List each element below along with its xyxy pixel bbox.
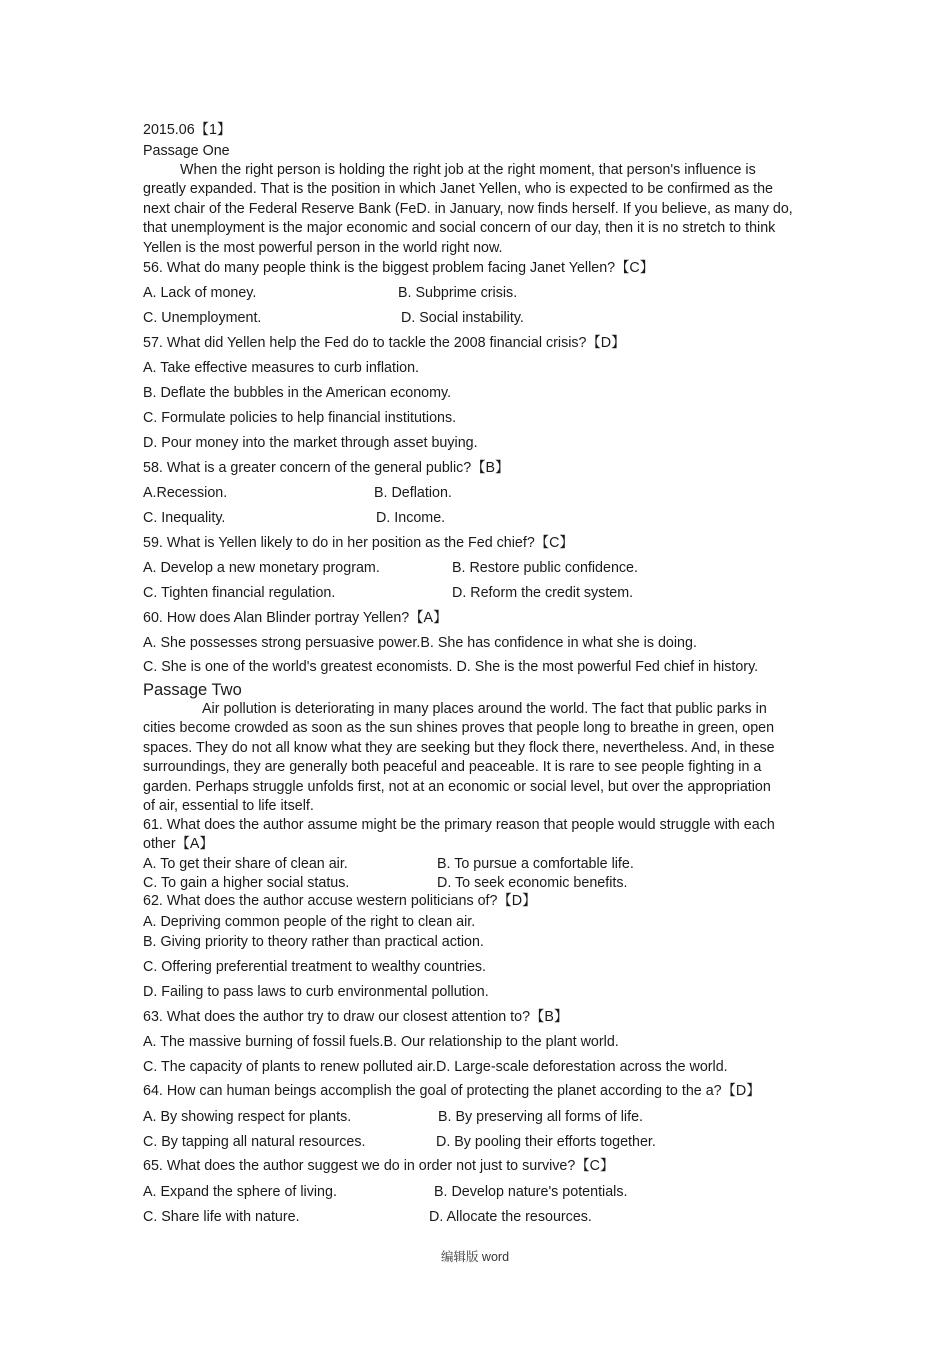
passage-two-title: Passage Two [143,681,242,699]
question-62-option-d: D. Failing to pass laws to curb environmental pollution. [143,984,489,1000]
question-64-option-b: B. By preserving all forms of life. [438,1109,643,1125]
question-56-option-c: C. Unemployment. [143,310,262,326]
question-59-option-c: C. Tighten financial regulation. [143,585,336,601]
question-61-stem-cont: other【A】 [143,836,214,852]
passage-one-line: Yellen is the most powerful person in the world right now. [143,239,503,256]
passage-one-text [143,161,833,258]
question-59-option-d: D. Reform the credit system. [452,585,634,601]
question-61-option-a: A. To get their share of clean air. [143,856,348,872]
question-61-option-d: D. To seek economic benefits. [437,875,628,891]
question-61-option-b: B. To pursue a comfortable life. [437,856,634,872]
question-59-option-a: A. Develop a new monetary program. [143,560,380,576]
page-footer: 编辑版 word [440,1250,510,1264]
passage-two-line: cities become crowded as soon as the sun shines proves that people long to breathe in green, open [143,720,775,737]
question-59-stem: 59. What is Yellen likely to do in her position as the Fed chief?【C】 [143,535,574,551]
question-65-option-b: B. Develop nature's potentials. [434,1184,628,1200]
question-58-option-a: A.Recession. [143,485,228,501]
question-65-option-d: D. Allocate the resources. [429,1209,592,1225]
passage-two-text [143,700,833,816]
passage-two-line: garden. Perhaps struggle unfolds first, not at an economic or social level, but over the appropriation [143,778,771,795]
question-64-option-d: D. By pooling their efforts together. [436,1134,656,1150]
question-60-options-cd: C. She is one of the world's greatest economists. D. She is the most powerful Fed chief in history. [143,659,759,675]
question-62-option-c: C. Offering preferential treatment to wealthy countries. [143,959,487,975]
passage-two-line: Air pollution is deteriorating in many places around the world. The fact that public parks in [202,701,767,717]
question-63-options-ab: A. The massive burning of fossil fuels.B. Our relationship to the plant world. [143,1034,619,1050]
question-62-option-a: A. Depriving common people of the right to clean air. [143,914,476,930]
passage-two-line: surroundings, they are generally both peaceful and peaceable. It is rare to see people fighting in a [143,759,762,776]
passage-one-line: next chair of the Federal Reserve Bank (FeD. in January, now finds herself. If you believe, as many do, [143,200,793,217]
question-56-stem: 56. What do many people think is the biggest problem facing Janet Yellen?【C】 [143,260,655,276]
question-61-option-c: C. To gain a higher social status. [143,875,350,891]
question-57-option-b: B. Deflate the bubbles in the American economy. [143,385,452,401]
question-58-option-d: D. Income. [376,510,446,526]
passage-one-title: Passage One [143,143,230,159]
question-57-option-c: C. Formulate policies to help financial institutions. [143,410,457,426]
question-61-stem: 61. What does the author assume might be the primary reason that people would struggle with each [143,817,775,833]
date-heading: 2015.06【1】 [143,122,232,138]
question-57-option-a: A. Take effective measures to curb inflation. [143,360,420,376]
question-58-option-c: C. Inequality. [143,510,226,526]
passage-one-line: that unemployment is the major economic and social concern of our day, then it is no stretch to think [143,220,776,237]
question-56-option-d: D. Social instability. [401,310,524,326]
question-57-option-d: D. Pour money into the market through asset buying. [143,435,478,451]
passage-one-line: greatly expanded. That is the position in which Janet Yellen, who is expected to be confirmed as the [143,181,773,198]
question-64-stem: 64. How can human beings accomplish the goal of protecting the planet according to the a?【D】 [143,1083,761,1099]
question-65-option-a: A. Expand the sphere of living. [143,1184,337,1200]
question-56-option-a: A. Lack of money. [143,285,257,301]
question-64-option-a: A. By showing respect for plants. [143,1109,352,1125]
question-63-stem: 63. What does the author try to draw our closest attention to?【B】 [143,1009,569,1025]
passage-two-line: spaces. They do not all know what they are seeking but they flock there, nevertheless. And, in these [143,739,775,756]
question-64-option-c: C. By tapping all natural resources. [143,1134,366,1150]
question-58-option-b: B. Deflation. [374,485,452,501]
question-60-options-ab: A. She possesses strong persuasive power.B. She has confidence in what she is doing. [143,635,697,651]
question-62-option-b: B. Giving priority to theory rather than practical action. [143,934,484,950]
question-62-stem: 62. What does the author accuse western politicians of?【D】 [143,893,537,909]
question-59-option-b: B. Restore public confidence. [452,560,638,576]
question-65-stem: 65. What does the author suggest we do in order not just to survive?【C】 [143,1158,615,1174]
question-60-stem: 60. How does Alan Blinder portray Yellen?【A】 [143,610,448,626]
question-56-option-b: B. Subprime crisis. [398,285,518,301]
question-58-stem: 58. What is a greater concern of the general public?【B】 [143,460,510,476]
question-57-stem: 57. What did Yellen help the Fed do to tackle the 2008 financial crisis?【D】 [143,335,626,351]
passage-two-line: of air, essential to life itself. [143,798,314,815]
question-65-option-c: C. Share life with nature. [143,1209,300,1225]
passage-one-line: When the right person is holding the right job at the right moment, that person's influence is [180,162,756,178]
question-63-options-cd: C. The capacity of plants to renew polluted air.D. Large-scale deforestation across the world. [143,1059,728,1075]
